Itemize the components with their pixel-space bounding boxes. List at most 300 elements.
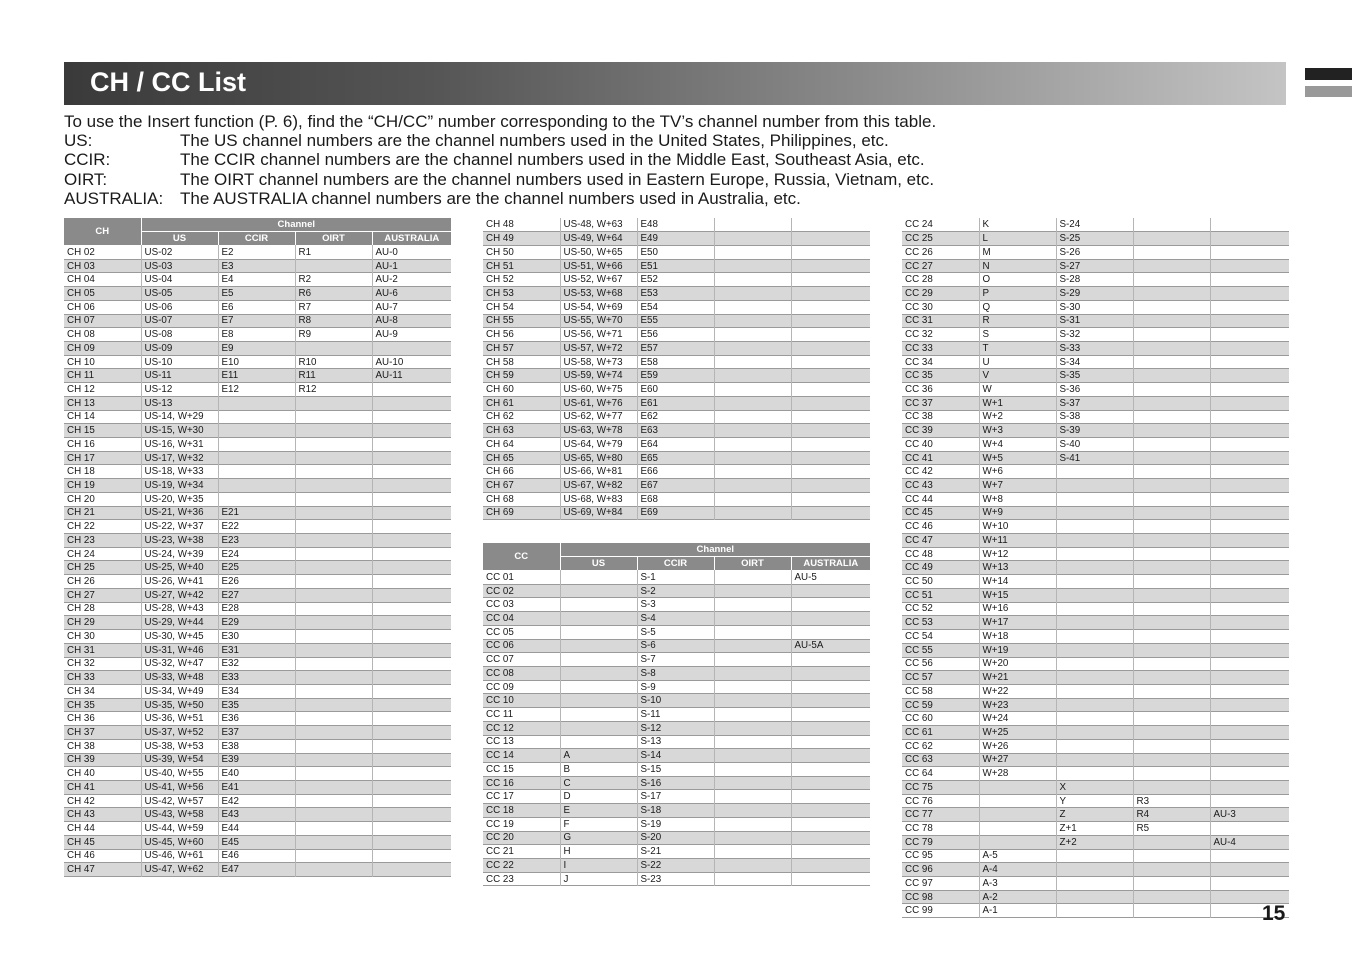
- oirt-cell: [714, 639, 791, 653]
- table-row: [483, 680, 870, 694]
- australia-cell: [372, 451, 451, 465]
- oirt-cell: [714, 300, 791, 314]
- table-row: [64, 630, 451, 644]
- channel-number-cell: CC 40: [902, 438, 979, 452]
- us-cell: E: [560, 804, 637, 818]
- oirt-cell: [1133, 739, 1210, 753]
- australia-cell: [1210, 438, 1289, 452]
- oirt-cell: [1133, 616, 1210, 630]
- channel-number-cell: CH 63: [483, 424, 560, 438]
- oirt-cell: [1133, 492, 1210, 506]
- ccir-cell: E5: [218, 287, 295, 301]
- channel-number-cell: CC 75: [902, 780, 979, 794]
- table-row: [483, 479, 870, 493]
- channel-number-cell: CH 29: [64, 616, 141, 630]
- channel-number-cell: CC 60: [902, 712, 979, 726]
- oirt-cell: [714, 314, 791, 328]
- ccir-cell: E54: [637, 300, 714, 314]
- ccir-cell: [1056, 588, 1133, 602]
- us-cell: W+24: [979, 712, 1056, 726]
- us-cell: US-16, W+31: [141, 438, 218, 452]
- ccir-cell: E11: [218, 369, 295, 383]
- channel-number-cell: CC 52: [902, 602, 979, 616]
- table-row: [64, 575, 451, 589]
- channel-number-cell: CC 27: [902, 259, 979, 273]
- oirt-cell: [714, 804, 791, 818]
- oirt-cell: R10: [295, 355, 372, 369]
- us-cell: W+25: [979, 726, 1056, 740]
- ccir-cell: E2: [218, 245, 295, 259]
- australia-cell: [1210, 753, 1289, 767]
- table-row: [483, 694, 870, 708]
- australia-cell: AU-4: [1210, 835, 1289, 849]
- channel-number-cell: CC 12: [483, 721, 560, 735]
- us-cell: L: [979, 232, 1056, 246]
- channel-number-cell: CC 14: [483, 749, 560, 763]
- oirt-cell: [1133, 698, 1210, 712]
- us-cell: US-22, W+37: [141, 520, 218, 534]
- table-row: [902, 684, 1289, 698]
- channel-number-cell: CH 16: [64, 438, 141, 452]
- table-row: [64, 287, 451, 301]
- ccir-cell: S-29: [1056, 287, 1133, 301]
- australia-cell: AU-8: [372, 314, 451, 328]
- table-row: [64, 479, 451, 493]
- ccir-cell: E21: [218, 506, 295, 520]
- table-row: [64, 698, 451, 712]
- channel-number-cell: CC 33: [902, 341, 979, 355]
- australia-cell: [1210, 232, 1289, 246]
- us-cell: US-37, W+52: [141, 726, 218, 740]
- us-cell: US-46, W+61: [141, 849, 218, 863]
- channel-number-cell: CH 50: [483, 245, 560, 259]
- ccir-cell: E31: [218, 643, 295, 657]
- channel-number-cell: CH 64: [483, 438, 560, 452]
- us-cell: W+23: [979, 698, 1056, 712]
- australia-header: AUSTRALIA: [372, 232, 451, 246]
- ccir-cell: [1056, 547, 1133, 561]
- us-cell: W+13: [979, 561, 1056, 575]
- us-cell: T: [979, 341, 1056, 355]
- australia-cell: [791, 694, 870, 708]
- oirt-cell: [1133, 424, 1210, 438]
- section-tab-marker-secondary: [1305, 86, 1352, 97]
- australia-cell: [372, 506, 451, 520]
- us-cell: US-29, W+44: [141, 616, 218, 630]
- table-row: [902, 849, 1289, 863]
- definition-text: The AUSTRALIA channel numbers are the channel numbers used in Australia, etc.: [180, 188, 801, 208]
- us-cell: US-53, W+68: [560, 287, 637, 301]
- channel-number-cell: CH 22: [64, 520, 141, 534]
- ccir-cell: S-12: [637, 721, 714, 735]
- australia-header: AUSTRALIA: [791, 557, 870, 571]
- ccir-cell: S-14: [637, 749, 714, 763]
- us-cell: US-03: [141, 259, 218, 273]
- us-cell: US-07: [141, 314, 218, 328]
- oirt-cell: [714, 259, 791, 273]
- table-row: [902, 726, 1289, 740]
- table-row: [64, 712, 451, 726]
- channel-number-cell: CH 61: [483, 396, 560, 410]
- australia-cell: [1210, 273, 1289, 287]
- us-cell: US-62, W+77: [560, 410, 637, 424]
- australia-cell: [791, 479, 870, 493]
- ccir-cell: [1056, 904, 1133, 918]
- australia-cell: [1210, 561, 1289, 575]
- ch-header: CH: [64, 218, 141, 245]
- australia-cell: AU-5: [794, 571, 817, 583]
- channel-number-cell: CC 45: [902, 506, 979, 520]
- australia-cell: [372, 602, 451, 616]
- australia-cell: [372, 438, 451, 452]
- ccir-cell: S-37: [1056, 396, 1133, 410]
- ccir-cell: E29: [218, 616, 295, 630]
- oirt-cell: [295, 341, 372, 355]
- ccir-cell: S-39: [1056, 424, 1133, 438]
- us-cell: F: [560, 817, 637, 831]
- australia-cell: [372, 588, 451, 602]
- channel-number-cell: CH 44: [64, 822, 141, 836]
- us-cell: W+4: [979, 438, 1056, 452]
- ccir-cell: [1056, 506, 1133, 520]
- australia-cell: [791, 735, 870, 749]
- us-cell: A-4: [979, 863, 1056, 877]
- us-cell: W: [979, 383, 1056, 397]
- ccir-cell: E6: [218, 300, 295, 314]
- us-cell: US-43, W+58: [141, 808, 218, 822]
- australia-cell: [1210, 369, 1289, 383]
- oirt-cell: [1133, 561, 1210, 575]
- channel-number-cell: CC 02: [483, 584, 560, 598]
- channel-number-cell: CH 32: [64, 657, 141, 671]
- table-row: [902, 328, 1289, 342]
- table-row: [483, 259, 870, 273]
- ccir-cell: E64: [637, 438, 714, 452]
- table-row: [483, 287, 870, 301]
- channel-number-cell: CH 47: [64, 863, 141, 877]
- definition-term: CCIR:: [64, 150, 111, 170]
- ccir-cell: E27: [218, 588, 295, 602]
- ccir-cell: E34: [218, 684, 295, 698]
- oirt-cell: [714, 383, 791, 397]
- table-row: [902, 753, 1289, 767]
- table-row: [483, 625, 870, 639]
- channel-number-cell: CC 51: [902, 588, 979, 602]
- oirt-cell: [714, 479, 791, 493]
- channel-number-cell: CH 54: [483, 300, 560, 314]
- oirt-cell: [295, 410, 372, 424]
- oirt-cell: [295, 767, 372, 781]
- ccir-cell: E48: [637, 218, 714, 232]
- oirt-cell: [295, 465, 372, 479]
- channel-number-cell: CH 49: [483, 232, 560, 246]
- australia-cell: [1210, 588, 1289, 602]
- oirt-cell: [295, 808, 372, 822]
- australia-cell: [1210, 424, 1289, 438]
- table-row: [64, 520, 451, 534]
- channel-number-cell: CC 22: [483, 859, 560, 873]
- ccir-cell: [218, 465, 295, 479]
- oirt-cell: R2: [295, 273, 372, 287]
- us-cell: A-3: [979, 877, 1056, 891]
- australia-cell: [791, 424, 870, 438]
- ccir-cell: E67: [637, 479, 714, 493]
- australia-cell: [791, 845, 870, 859]
- us-cell: [560, 625, 637, 639]
- oirt-cell: [295, 520, 372, 534]
- oirt-cell: [714, 845, 791, 859]
- us-cell: US-33, W+48: [141, 671, 218, 685]
- oirt-cell: [295, 630, 372, 644]
- australia-cell: [372, 492, 451, 506]
- table-row: [902, 602, 1289, 616]
- table-row: [64, 726, 451, 740]
- ccir-cell: [1056, 726, 1133, 740]
- australia-cell: [1210, 794, 1289, 808]
- ccir-header: CCIR: [637, 557, 714, 571]
- australia-cell: [791, 776, 870, 790]
- us-cell: W+11: [979, 534, 1056, 548]
- table-row: [902, 245, 1289, 259]
- ccir-cell: [218, 438, 295, 452]
- table-row: [64, 588, 451, 602]
- us-cell: US-19, W+34: [141, 479, 218, 493]
- us-cell: [560, 639, 637, 653]
- us-cell: US-42, W+57: [141, 794, 218, 808]
- channel-number-cell: CC 63: [902, 753, 979, 767]
- australia-cell: [372, 547, 451, 561]
- ccir-cell: [1056, 492, 1133, 506]
- australia-cell: [791, 355, 870, 369]
- australia-cell: [791, 245, 870, 259]
- ccir-cell: S-17: [637, 790, 714, 804]
- ccir-cell: S-32: [1056, 328, 1133, 342]
- table-row: [483, 790, 870, 804]
- australia-cell: [791, 598, 870, 612]
- channel-number-cell: CC 57: [902, 671, 979, 685]
- channel-number-cell: CH 53: [483, 287, 560, 301]
- channel-number-cell: CC 46: [902, 520, 979, 534]
- australia-cell: [791, 506, 870, 520]
- ccir-cell: E53: [637, 287, 714, 301]
- australia-cell: [791, 625, 870, 639]
- oirt-cell: [295, 438, 372, 452]
- table-row: [483, 639, 870, 653]
- ccir-cell: E42: [218, 794, 295, 808]
- ccir-cell: E62: [637, 410, 714, 424]
- channel-number-cell: CC 25: [902, 232, 979, 246]
- table-row: [902, 534, 1289, 548]
- oirt-cell: R8: [295, 314, 372, 328]
- us-cell: US-50, W+65: [560, 245, 637, 259]
- oirt-cell: [1133, 534, 1210, 548]
- oirt-cell: R12: [295, 383, 372, 397]
- australia-cell: [791, 341, 870, 355]
- australia-cell: [1210, 726, 1289, 740]
- table-row: [64, 273, 451, 287]
- table-row: [902, 794, 1289, 808]
- oirt-cell: [295, 602, 372, 616]
- table-row: [64, 341, 451, 355]
- channel-header: Channel: [141, 218, 451, 232]
- oirt-cell: [714, 790, 791, 804]
- australia-cell: [372, 616, 451, 630]
- channel-number-cell: CH 10: [64, 355, 141, 369]
- channel-number-cell: CC 11: [483, 708, 560, 722]
- channel-number-cell: CC 76: [902, 794, 979, 808]
- ccir-cell: [1056, 534, 1133, 548]
- ccir-cell: E36: [218, 712, 295, 726]
- oirt-cell: [295, 849, 372, 863]
- channel-number-cell: CH 62: [483, 410, 560, 424]
- channel-number-cell: CC 13: [483, 735, 560, 749]
- us-cell: [560, 666, 637, 680]
- ccir-cell: S-5: [637, 625, 714, 639]
- intro-line: To use the Insert function (P. 6), find the “CH/CC” number corresponding to the TV’s channel number from this table.: [64, 112, 937, 131]
- oirt-cell: [1133, 849, 1210, 863]
- us-cell: H: [560, 845, 637, 859]
- oirt-cell: [1133, 396, 1210, 410]
- table-row: [902, 671, 1289, 685]
- australia-cell: [791, 831, 870, 845]
- us-cell: W+10: [979, 520, 1056, 534]
- oirt-cell: [1133, 575, 1210, 589]
- australia-cell: [1210, 863, 1289, 877]
- channel-number-cell: CC 06: [483, 639, 560, 653]
- oirt-cell: [1133, 602, 1210, 616]
- table-row: [483, 492, 870, 506]
- ccir-cell: [1056, 698, 1133, 712]
- table-row: [64, 355, 451, 369]
- table-row: [64, 300, 451, 314]
- channel-number-cell: CH 39: [64, 753, 141, 767]
- channel-number-cell: CH 57: [483, 341, 560, 355]
- oirt-cell: [1133, 245, 1210, 259]
- channel-number-cell: CC 20: [483, 831, 560, 845]
- ccir-cell: S-11: [637, 708, 714, 722]
- definition-text: The US channel numbers are the channel numbers used in the United States, Philippines, etc.: [180, 131, 889, 151]
- ccir-cell: E59: [637, 369, 714, 383]
- oirt-cell: R11: [295, 369, 372, 383]
- australia-cell: [1210, 849, 1289, 863]
- channel-number-cell: CC 59: [902, 698, 979, 712]
- australia-cell: [1210, 314, 1289, 328]
- us-cell: US-18, W+33: [141, 465, 218, 479]
- table-row: [483, 328, 870, 342]
- oirt-cell: [714, 872, 791, 886]
- australia-cell: [1210, 822, 1289, 836]
- australia-cell: [1210, 355, 1289, 369]
- us-cell: W+22: [979, 684, 1056, 698]
- channel-number-cell: CC 35: [902, 369, 979, 383]
- table-row: [902, 465, 1289, 479]
- ccir-cell: S-22: [637, 859, 714, 873]
- us-cell: W+21: [979, 671, 1056, 685]
- ccir-cell: S-24: [1056, 218, 1133, 232]
- table-row: [64, 561, 451, 575]
- definition-text: The OIRT channel numbers are the channel numbers used in Eastern Europe, Russia, Vietnam, etc.: [180, 169, 935, 189]
- us-cell: US-11: [141, 369, 218, 383]
- us-cell: US-28, W+43: [141, 602, 218, 616]
- australia-cell: [791, 287, 870, 301]
- oirt-cell: R1: [295, 245, 372, 259]
- oirt-cell: [1133, 273, 1210, 287]
- australia-cell: [372, 479, 451, 493]
- table-row: [902, 877, 1289, 891]
- table-row: [902, 547, 1289, 561]
- channel-number-cell: CC 09: [483, 680, 560, 694]
- table-row: [483, 410, 870, 424]
- ccir-cell: S-38: [1056, 410, 1133, 424]
- ccir-cell: [1056, 479, 1133, 493]
- australia-cell: [372, 780, 451, 794]
- channel-number-cell: CC 41: [902, 451, 979, 465]
- oirt-cell: [1133, 835, 1210, 849]
- oirt-cell: [714, 763, 791, 777]
- australia-cell: [372, 630, 451, 644]
- ccir-cell: E10: [218, 355, 295, 369]
- us-cell: A-1: [979, 904, 1056, 918]
- table-row: [483, 653, 870, 667]
- oirt-cell: [1133, 218, 1210, 232]
- channel-number-cell: CH 52: [483, 273, 560, 287]
- australia-cell: [791, 300, 870, 314]
- ccir-cell: E49: [637, 232, 714, 246]
- channel-number-cell: CH 18: [64, 465, 141, 479]
- channel-number-cell: CC 30: [902, 300, 979, 314]
- channel-number-cell: CC 28: [902, 273, 979, 287]
- table-row: [483, 804, 870, 818]
- channel-number-cell: CH 03: [64, 259, 141, 273]
- us-cell: US-41, W+56: [141, 780, 218, 794]
- us-cell: M: [979, 245, 1056, 259]
- table-row: [902, 232, 1289, 246]
- table-row: [902, 355, 1289, 369]
- ccir-cell: [1056, 684, 1133, 698]
- us-cell: G: [560, 831, 637, 845]
- us-cell: US-68, W+83: [560, 492, 637, 506]
- oirt-cell: [295, 657, 372, 671]
- ccir-cell: Z+2: [1056, 835, 1133, 849]
- oirt-cell: [714, 396, 791, 410]
- channel-number-cell: CC 29: [902, 287, 979, 301]
- us-cell: W+3: [979, 424, 1056, 438]
- page-title: CH / CC List: [90, 67, 247, 97]
- channel-number-cell: CH 02: [64, 245, 141, 259]
- table-row: [64, 684, 451, 698]
- channel-number-cell: CC 04: [483, 612, 560, 626]
- australia-cell: AU-1: [372, 259, 451, 273]
- channel-number-cell: CH 51: [483, 259, 560, 273]
- channel-number-cell: CC 17: [483, 790, 560, 804]
- ccir-cell: E65: [637, 451, 714, 465]
- channel-number-cell: CC 47: [902, 534, 979, 548]
- channel-number-cell: CC 48: [902, 547, 979, 561]
- oirt-cell: [295, 739, 372, 753]
- table-row: [64, 534, 451, 548]
- ccir-cell: S-8: [637, 666, 714, 680]
- table-row: [902, 739, 1289, 753]
- ccir-cell: S-35: [1056, 369, 1133, 383]
- channel-number-cell: CH 65: [483, 451, 560, 465]
- ccir-cell: [1056, 575, 1133, 589]
- us-cell: [979, 794, 1056, 808]
- table-row: [902, 369, 1289, 383]
- oirt-cell: [1133, 780, 1210, 794]
- page-number: 15: [1262, 902, 1286, 925]
- table-row: [902, 383, 1289, 397]
- channel-number-cell: CC 10: [483, 694, 560, 708]
